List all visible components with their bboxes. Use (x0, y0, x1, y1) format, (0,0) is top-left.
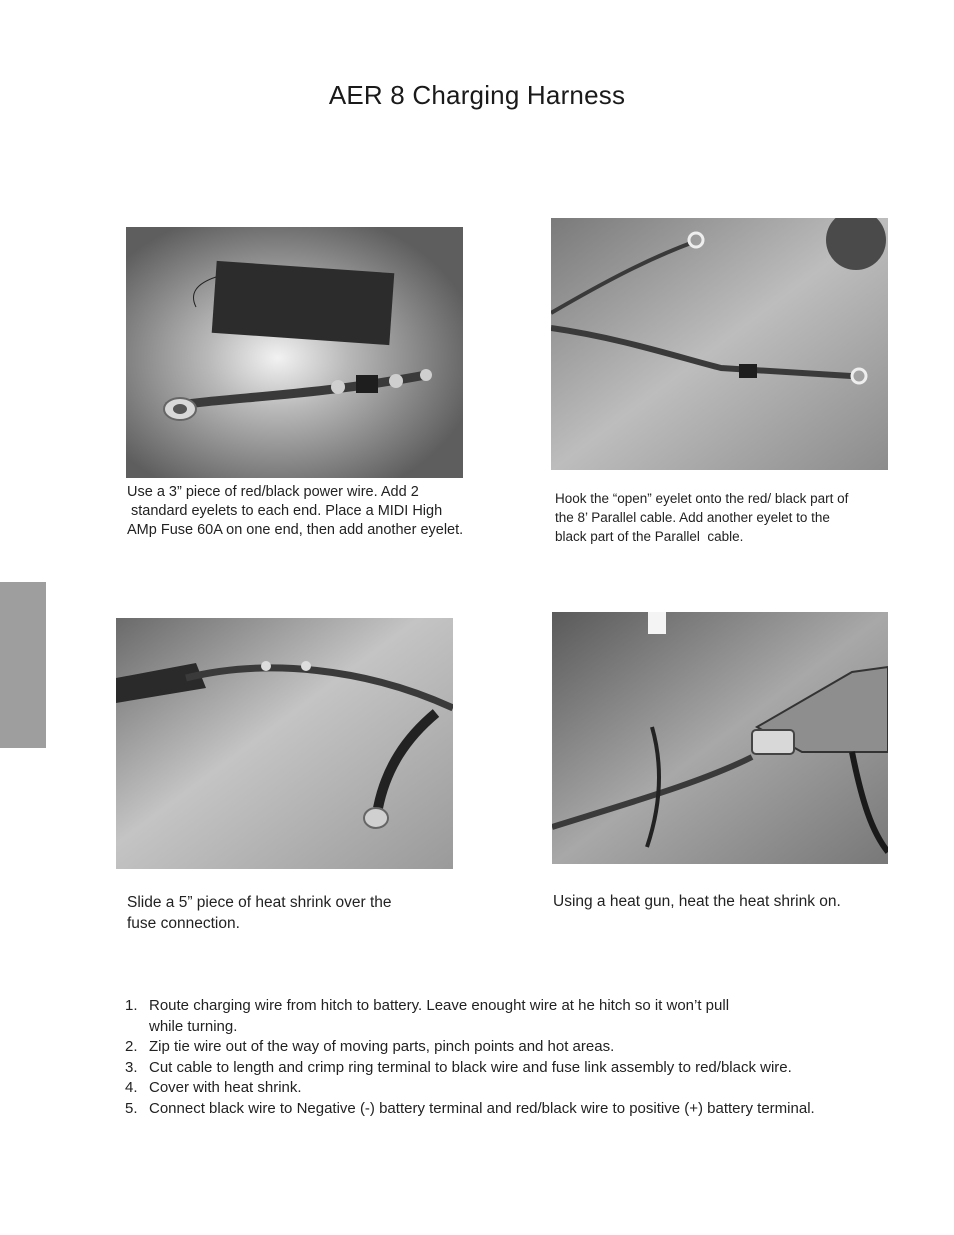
list-item (125, 1099, 925, 1120)
page-title: AER 8 Charging Harness (328, 80, 626, 110)
step-line: Connect black wire to Negative (-) battery terminal and red/black wire to positive (+) battery terminal. (149, 1099, 815, 1117)
photo-heat-shrink-slide (116, 618, 453, 869)
step-number: 5. (125, 1099, 138, 1117)
caption-heat-shrink-slide (127, 892, 392, 934)
caption-eyelet-parallel (555, 489, 848, 546)
step-number: 1. (125, 997, 138, 1014)
step-number: 3. (125, 1058, 138, 1076)
caption-fuse-wire (127, 483, 463, 540)
caption-line: the 8’ Parallel cable. Add another eyelet to the (555, 510, 830, 525)
photo-heat-gun (552, 612, 888, 864)
caption-line: AMp Fuse 60A on one end, then add another eyelet. (127, 522, 464, 538)
step-text (149, 1099, 925, 1120)
step-line: Cut cable to length and crimp ring terminal to black wire and fuse link assembly to red/black wire. (149, 1058, 792, 1076)
photo-eyelet-parallel (551, 218, 888, 470)
caption-line: Slide a 5” piece of heat shrink over the (127, 894, 392, 911)
step-line: while turning. (149, 1017, 238, 1035)
step-text (149, 996, 925, 1037)
caption-line: fuse connection. (127, 915, 240, 932)
photo-fuse-wire (126, 227, 463, 478)
instruction-steps (125, 996, 925, 1119)
step-number: 2. (125, 1038, 138, 1055)
step-line: Zip tie wire out of the way of moving parts, pinch points and hot areas. (149, 1038, 615, 1055)
step-line: Route charging wire from hitch to battery. Leave enought wire at he hitch so it won’t pull (149, 997, 730, 1014)
caption-line: Using a heat gun, heat the heat shrink on. (553, 893, 841, 910)
step-line: Cover with heat shrink. (149, 1079, 302, 1096)
caption-line: Use a 3” piece of red/black power wire. Add 2 (127, 484, 419, 500)
step-text (149, 1078, 925, 1099)
step-text (149, 1058, 925, 1079)
list-item (125, 1058, 925, 1079)
caption-heat-gun (553, 891, 841, 912)
caption-line: black part of the Parallel cable. (555, 529, 744, 544)
caption-line: Hook the “open” eyelet onto the red/ black part of (555, 491, 849, 506)
caption-line: standard eyelets to each end. Place a MIDI High (127, 503, 443, 519)
list-item (125, 996, 925, 1037)
list-item (125, 1037, 925, 1058)
step-text (149, 1037, 925, 1058)
step-number: 4. (125, 1079, 138, 1096)
side-tab (0, 582, 46, 748)
list-item (125, 1078, 925, 1099)
